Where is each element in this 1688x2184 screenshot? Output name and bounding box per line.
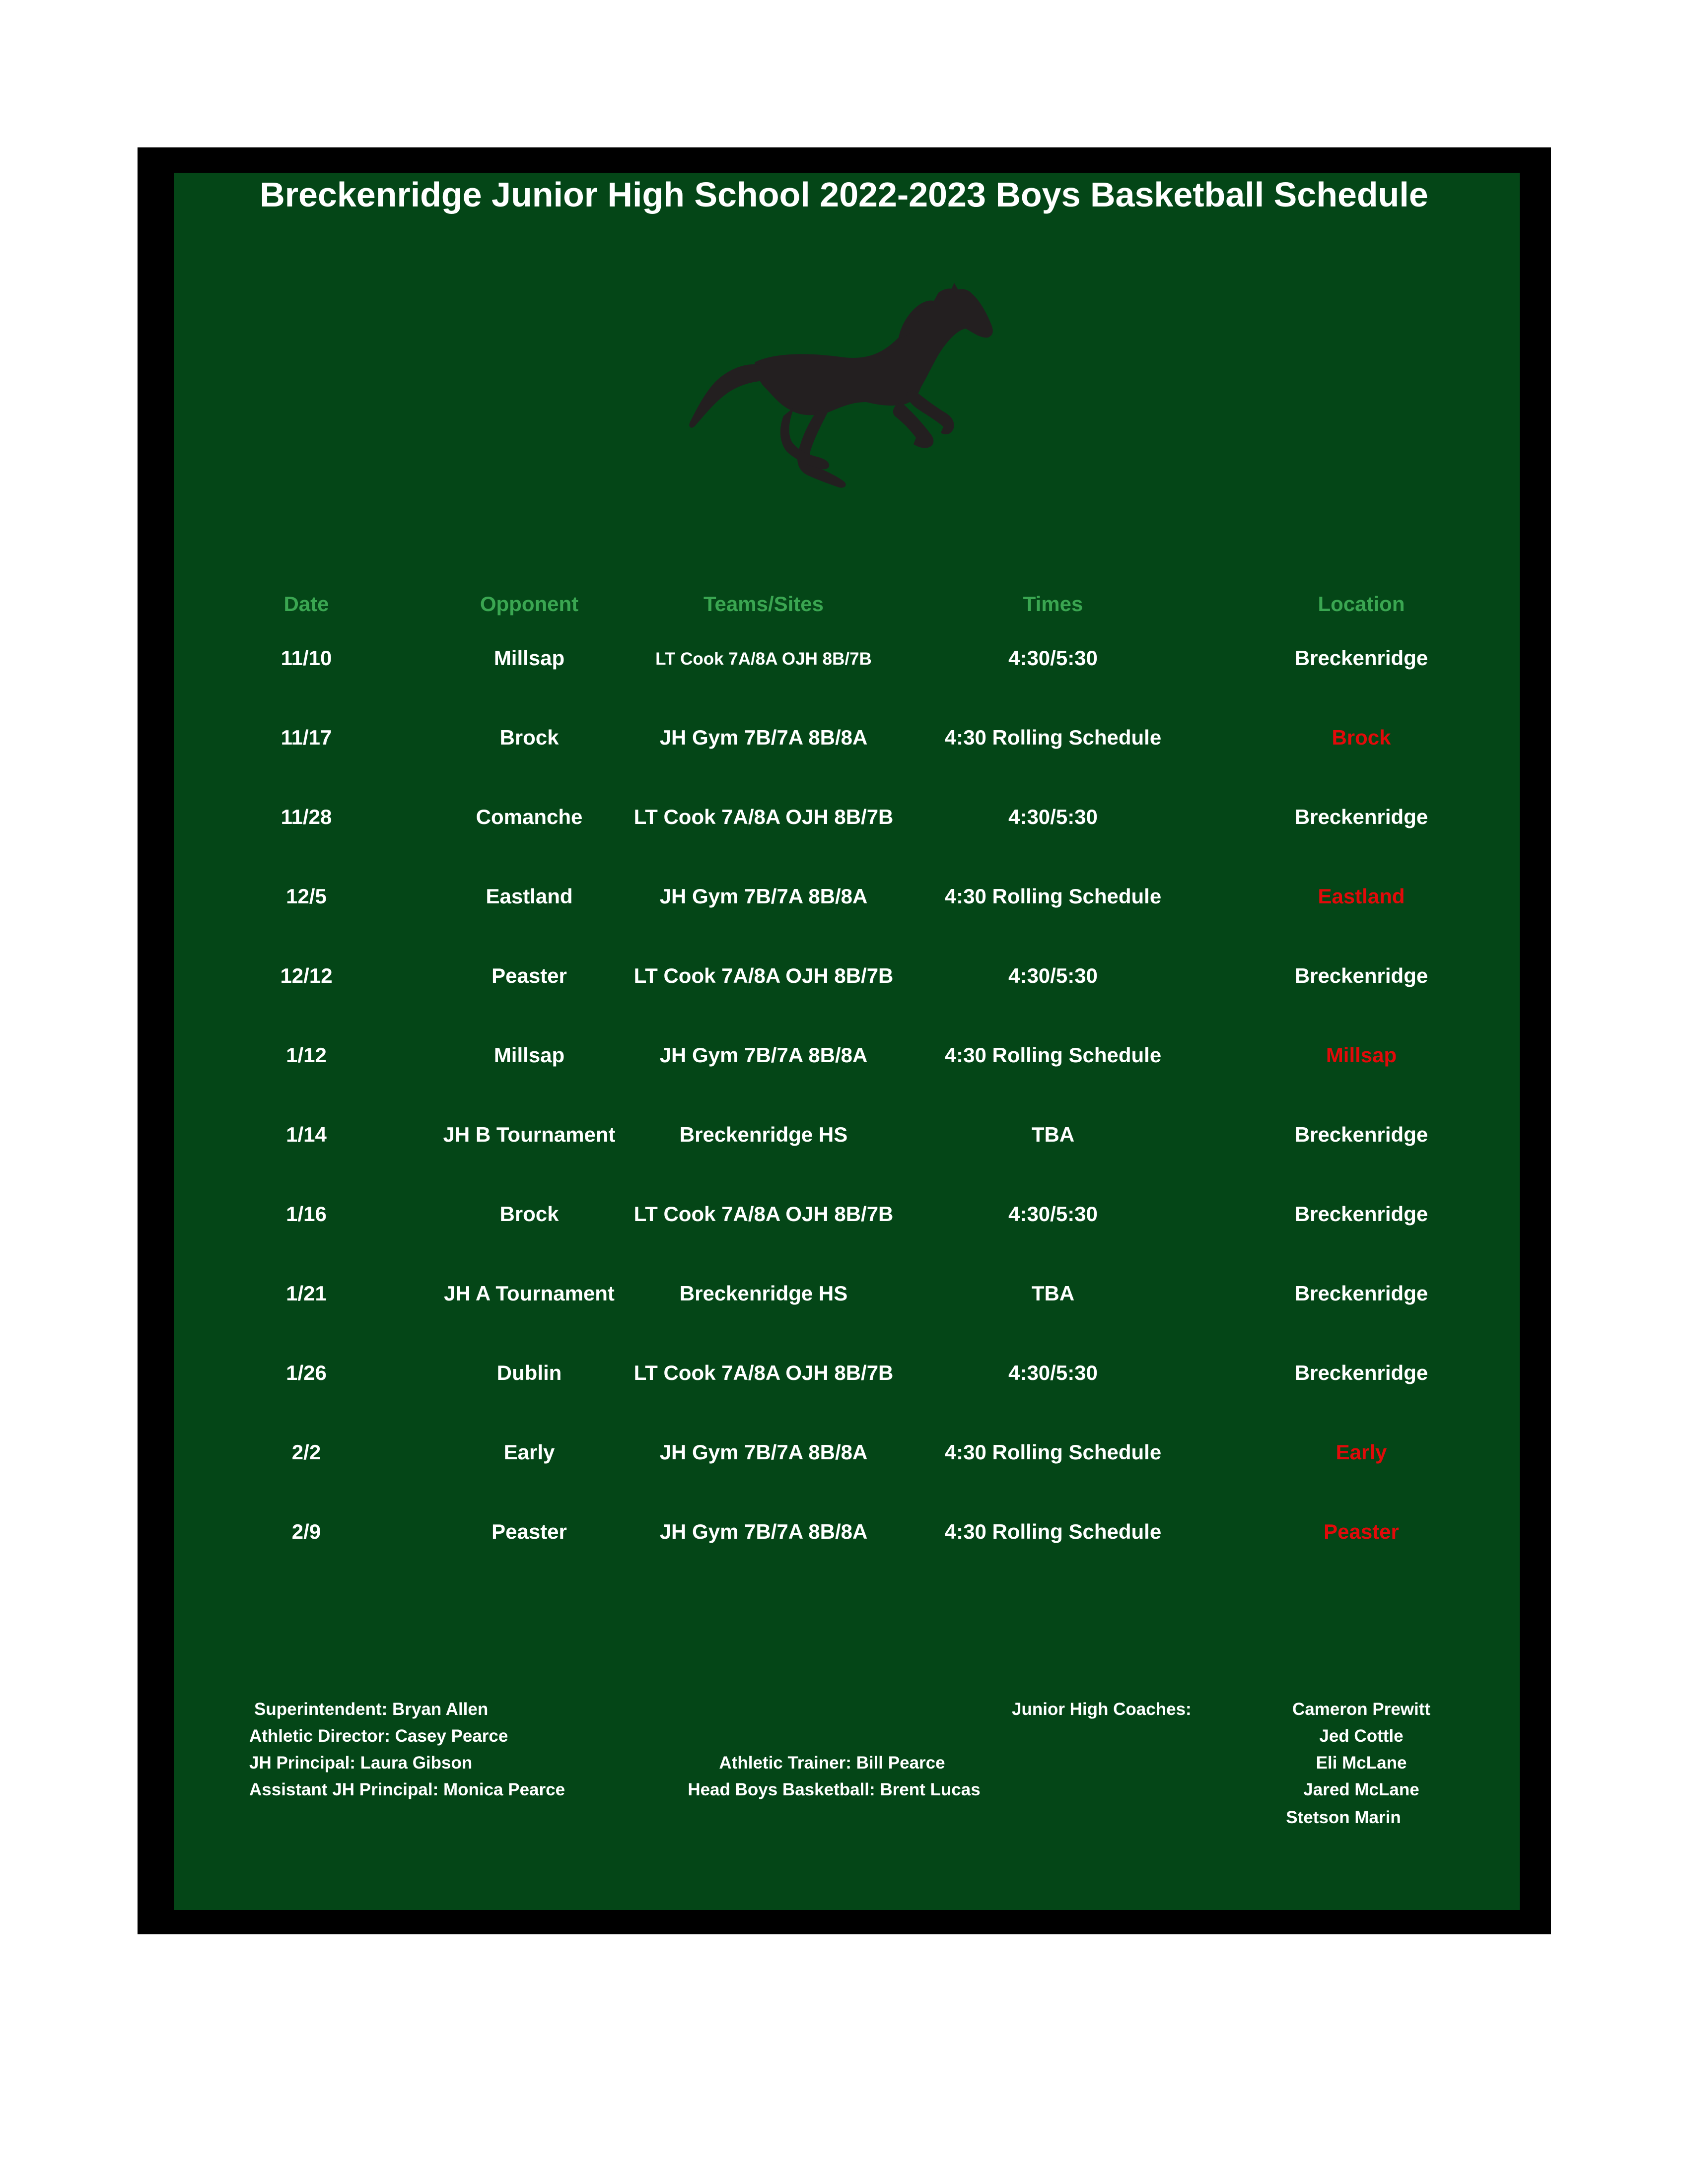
row-opponent: Peaster [492,1520,567,1543]
row-times: 4:30/5:30 [1008,1202,1098,1226]
row-times: 4:30/5:30 [1008,646,1098,670]
row-times: 4:30/5:30 [1008,805,1098,828]
row-opponent: Comanche [476,805,583,828]
row-location: Breckenridge [1294,1361,1428,1384]
row-location: Breckenridge [1294,805,1428,828]
row-date: 1/21 [286,1282,327,1305]
row-date: 1/14 [286,1123,327,1146]
row-teams-sites: LT Cook 7A/8A OJH 8B/7B [633,1202,894,1226]
row-opponent: Eastland [486,885,573,908]
row-teams-sites: LT Cook 7A/8A OJH 8B/7B [633,1361,894,1384]
page-title: Breckenridge Junior High School 2022-2023 Boys Basketball Schedule [260,175,1428,214]
row-date: 2/2 [291,1440,321,1464]
row-location: Eastland [1318,885,1405,908]
row-teams-sites: JH Gym 7B/7A 8B/8A [659,1520,868,1543]
row-opponent: Brock [499,726,559,749]
mustang-horse-icon [680,283,998,496]
assistant-principal-text: Assistant JH Principal: Monica Pearce [249,1780,565,1799]
row-location: Breckenridge [1294,646,1428,670]
row-times: 4:30 Rolling Schedule [944,1520,1162,1543]
row-opponent: Brock [499,1202,559,1226]
row-teams-sites: JH Gym 7B/7A 8B/8A [659,726,868,749]
row-times: 4:30 Rolling Schedule [944,1440,1162,1464]
row-opponent: Millsap [493,646,565,670]
row-date: 1/12 [286,1043,327,1067]
header-teams-sites: Teams/Sites [703,592,824,615]
header-opponent: Opponent [480,592,579,615]
coach-name: Cameron Prewitt [1292,1700,1431,1719]
row-location: Breckenridge [1294,1282,1428,1305]
athletic-director-text: Athletic Director: Casey Pearce [249,1726,508,1746]
jh-principal-text: JH Principal: Laura Gibson [249,1753,473,1773]
row-times: 4:30 Rolling Schedule [944,1043,1162,1067]
row-date: 12/12 [280,964,333,987]
coach-name: Eli McLane [1316,1753,1407,1773]
athletic-trainer-text: Athletic Trainer: Bill Pearce [719,1753,945,1773]
row-date: 12/5 [286,885,327,908]
row-times: 4:30/5:30 [1008,964,1098,987]
row-date: 11/28 [281,805,332,828]
row-location: Peaster [1324,1520,1399,1543]
row-times: 4:30 Rolling Schedule [944,885,1162,908]
coaches-label: Junior High Coaches: [1012,1700,1192,1719]
row-date: 1/16 [286,1202,327,1226]
row-date: 2/9 [291,1520,321,1543]
row-teams-sites: Breckenridge HS [679,1282,848,1305]
superintendent-text: Superintendent: Bryan Allen [254,1700,489,1719]
row-location: Breckenridge [1294,1123,1428,1146]
row-teams-sites: LT Cook 7A/8A OJH 8B/7B [655,649,872,669]
row-times: 4:30 Rolling Schedule [944,726,1162,749]
row-teams-sites: LT Cook 7A/8A OJH 8B/7B [633,805,894,828]
row-opponent: Millsap [493,1043,565,1067]
header-date: Date [283,592,329,615]
coach-name: Jared McLane [1303,1780,1419,1799]
row-times: TBA [1031,1282,1075,1305]
row-opponent: Dublin [496,1361,562,1384]
row-location: Breckenridge [1294,964,1428,987]
row-location: Millsap [1326,1043,1397,1067]
row-teams-sites: LT Cook 7A/8A OJH 8B/7B [633,964,894,987]
row-location: Early [1336,1440,1387,1464]
row-opponent: Peaster [492,964,567,987]
row-teams-sites: JH Gym 7B/7A 8B/8A [659,885,868,908]
row-teams-sites: Breckenridge HS [679,1123,848,1146]
row-opponent: JH A Tournament [444,1282,615,1305]
row-times: 4:30/5:30 [1008,1361,1098,1384]
header-times: Times [1023,592,1083,615]
head-coach-text: Head Boys Basketball: Brent Lucas [688,1780,981,1799]
coach-name: Jed Cottle [1319,1726,1404,1746]
row-teams-sites: JH Gym 7B/7A 8B/8A [659,1440,868,1464]
row-times: TBA [1031,1123,1075,1146]
row-date: 11/17 [281,726,332,749]
row-location: Brock [1332,726,1391,749]
coach-name: Stetson Marin [1286,1808,1401,1827]
header-location: Location [1318,592,1405,615]
row-location: Breckenridge [1294,1202,1428,1226]
row-date: 11/10 [281,646,332,670]
row-date: 1/26 [286,1361,327,1384]
row-opponent: JH B Tournament [443,1123,616,1146]
row-teams-sites: JH Gym 7B/7A 8B/8A [659,1043,868,1067]
row-opponent: Early [503,1440,555,1464]
